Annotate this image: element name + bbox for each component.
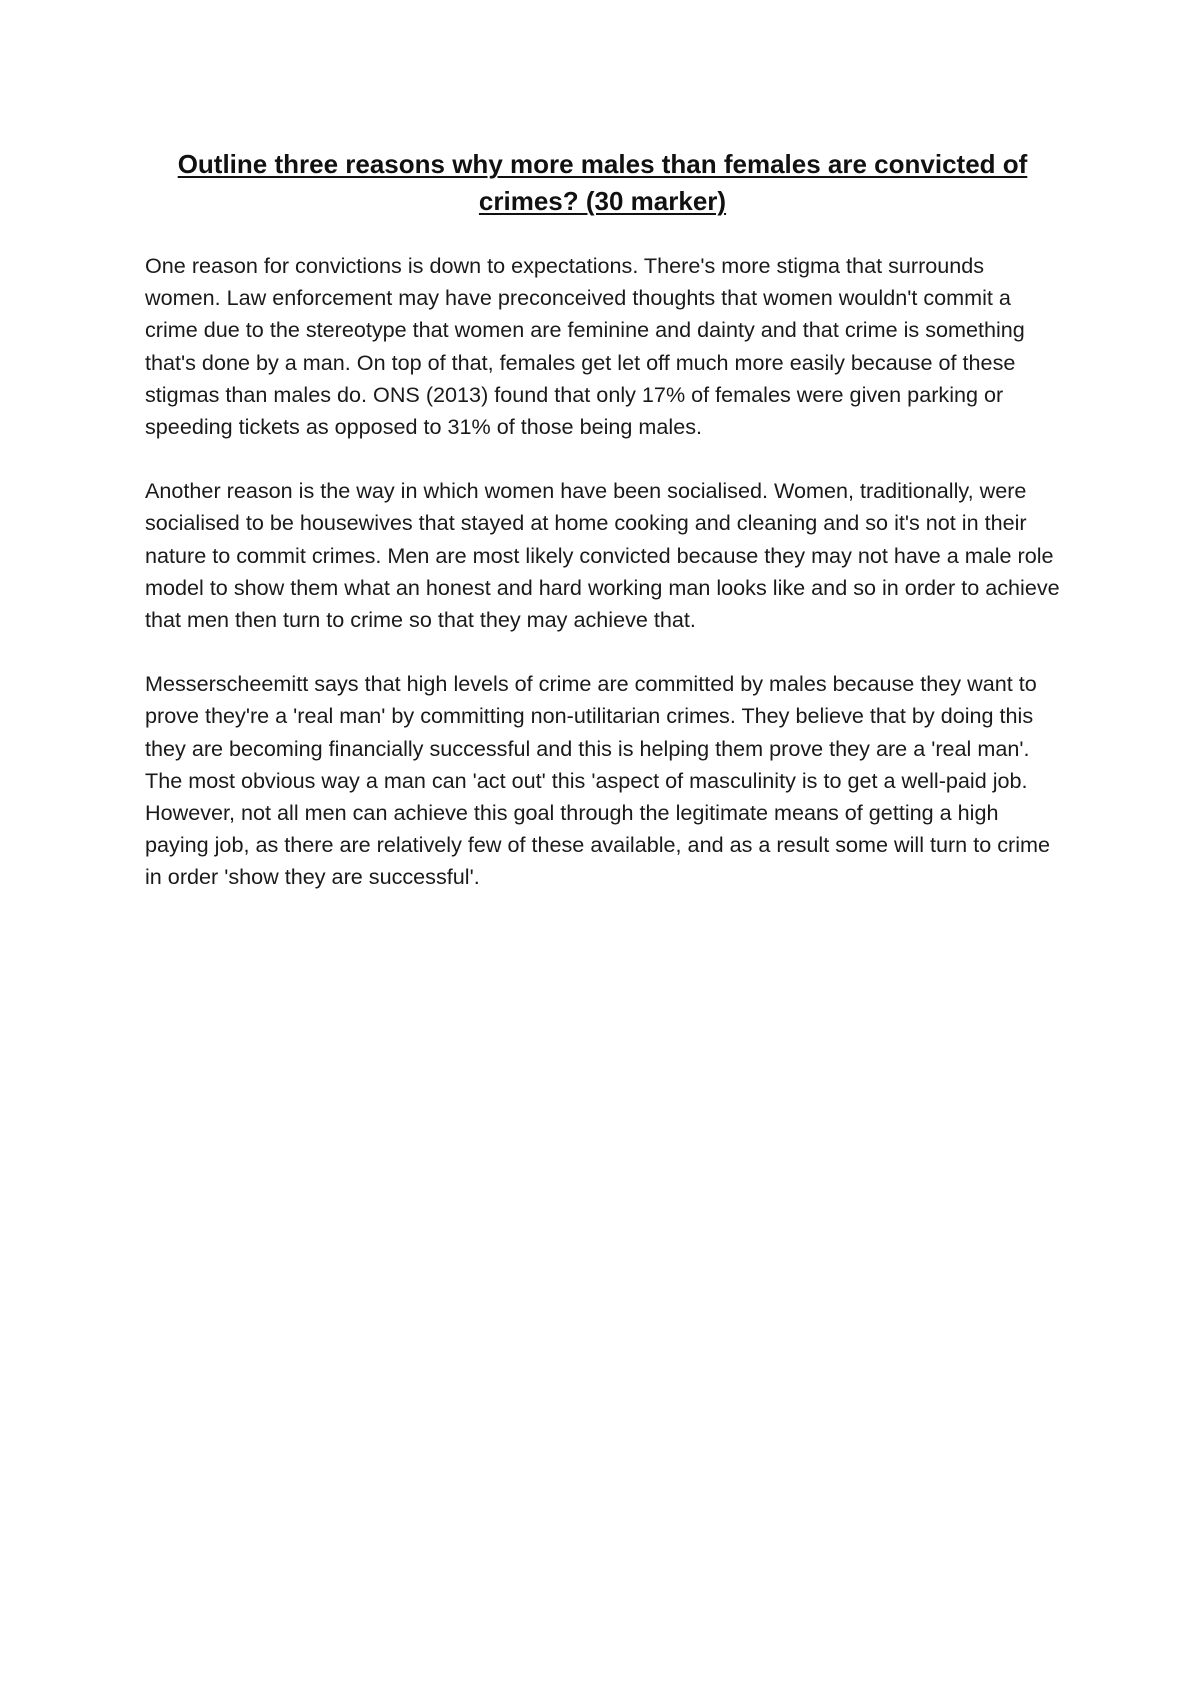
paragraph-masculinity: Messerscheemitt says that high levels of crime are committed by males because they want to prove they're a 'real man' by committing non-utilitarian crimes. They believe that by doing this they are becoming financially successful and this is helping them prove they are a 'real man'. The most obvious way a man can 'act out' this 'aspect of masculinity is to get a well-paid job. However, not all men can achieve this goal through the legitimate means of getting a high paying job, as there are relatively few of these available, and as a result some will turn to crime in order 'show they are successful'. [145, 671, 1050, 890]
document-title: Outline three reasons why more males than females are convicted of crimes? (30 marker) [177, 149, 1028, 216]
paragraph-expectations: One reason for convictions is down to expectations. There's more stigma that surrounds women. Law enforcement may have preconceived thoughts that women wouldn't commit a crime due to the stereotype that women are feminine and dainty and that crime is something that's done by a man. On top of that, females get let off much more easily because of these stigmas than males do. ONS (2013) found that only 17% of females were given parking or speeding tickets as opposed to 31% of those being males. [145, 253, 1025, 440]
paragraph-socialisation: Another reason is the way in which women have been socialised. Women, traditionally, were socialised to be housewives that stayed at home cooking and cleaning and so it's not in their nature to commit crimes. Men are most likely convicted because they may not have a male role model to show them what an honest and hard working man looks like and so in order to achieve that men then turn to crime so that they may achieve that. [145, 478, 1060, 633]
document-body [145, 146, 1060, 894]
